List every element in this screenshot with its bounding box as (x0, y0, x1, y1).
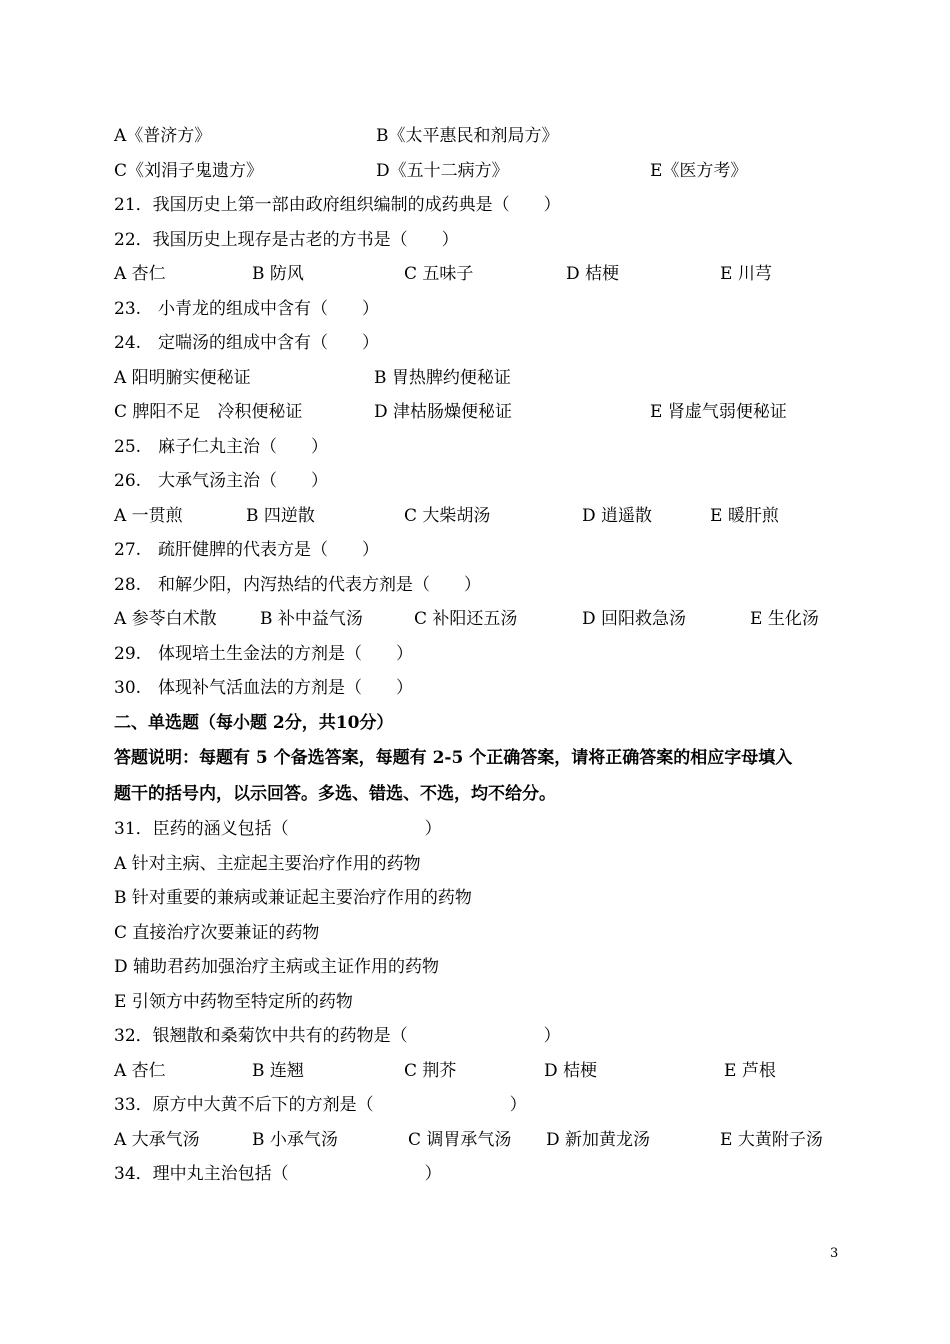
answer-option: C 荆芥 (404, 1060, 457, 1081)
answer-option: E 暖肝煎 (710, 505, 779, 526)
question-text: 21．我国历史上第一部由政府组织编制的成药典是（ ） (114, 195, 561, 215)
answer-option: D 逍遥散 (582, 505, 653, 526)
option-row (114, 499, 844, 534)
answer-option: A 杏仁 (114, 1060, 166, 1081)
question-text: 32．银翘散和桑菊饮中共有的药物是（ ） (114, 1026, 561, 1046)
question-text: A 针对主病、主症起主要治疗作用的药物 (114, 853, 421, 874)
option-row (114, 361, 844, 396)
answer-option: E《医方考》 (650, 160, 748, 181)
answer-option: A 阳明腑实便秘证 (114, 367, 251, 388)
option-row (114, 154, 844, 189)
question-text: 25. 麻子仁丸主治（ ） (114, 436, 329, 457)
question-text: 33．原方中大黄不后下的方剂是（ ） (114, 1095, 527, 1115)
question-text: 28. 和解少阳，内泻热结的代表方剂是（ ） (114, 574, 482, 595)
answer-option: B 补中益气汤 (260, 609, 363, 629)
page-number: 3 (830, 1246, 839, 1261)
question-text: 30. 体现补气活血法的方剂是（ ） (114, 678, 414, 698)
answer-option: E 芦根 (724, 1060, 776, 1081)
answer-option: E 大黄附子汤 (720, 1129, 823, 1150)
answer-option: A 参苓白术散 (114, 609, 217, 629)
question-text: 22．我国历史上现存是古老的方书是（ ） (114, 229, 459, 250)
question-text: 34．理中丸主治包括（ ） (114, 1164, 442, 1184)
question-text: 23. 小青龙的组成中含有（ ） (114, 298, 380, 319)
option-row (114, 602, 844, 637)
answer-option: D 新加黄龙汤 (546, 1129, 651, 1150)
answer-option: A 杏仁 (114, 264, 166, 284)
answer-option: D 桔梗 (566, 264, 620, 284)
answer-option: B 防风 (252, 264, 304, 284)
option-row (114, 395, 844, 430)
answer-option: C 脾阳不足 冷积便秘证 (114, 402, 303, 422)
option-row (114, 119, 844, 154)
question-text: 27. 疏肝健脾的代表方是（ ） (114, 540, 380, 560)
answer-option: C 五味子 (404, 264, 474, 284)
answer-option: D 回阳救急汤 (582, 609, 687, 629)
answer-option: C 大柴胡汤 (404, 505, 491, 526)
option-row (114, 257, 844, 292)
answer-option: B 胃热脾约便秘证 (374, 367, 511, 388)
answer-option: E 川芎 (720, 264, 772, 284)
answer-option: E 生化汤 (750, 609, 819, 629)
option-row (114, 1123, 844, 1158)
section-heading: 题干的括号内，以示回答。多选、错选、不选，均不给分。 (114, 784, 556, 804)
answer-option: C 调胃承气汤 (408, 1129, 512, 1150)
document-body (114, 119, 844, 1192)
answer-option: B 四逆散 (246, 505, 315, 526)
section-heading: 答题说明：每题有 5 个备选答案，每题有 2-5 个正确答案，请将正确答案的相应字母填入 (114, 748, 793, 768)
answer-option: D《五十二病方》 (376, 160, 509, 181)
answer-option: B《太平惠民和剂局方》 (376, 126, 559, 146)
question-text: D 辅助君药加强治疗主病或主证作用的药物 (114, 957, 440, 977)
question-text: 26. 大承气汤主治（ ） (114, 471, 329, 491)
question-text: E 引领方中药物至特定所的药物 (114, 991, 353, 1012)
answer-option: B 连翘 (252, 1060, 304, 1081)
option-row (114, 1054, 844, 1089)
question-text: C 直接治疗次要兼证的药物 (114, 922, 320, 943)
answer-option: C《刘涓子鬼遗方》 (114, 160, 264, 181)
answer-option: B 小承气汤 (252, 1129, 338, 1150)
question-text: 24. 定喘汤的组成中含有（ ） (114, 333, 380, 353)
question-text: 29. 体现培土生金法的方剂是（ ） (114, 643, 414, 664)
answer-option: A《普济方》 (114, 126, 212, 146)
question-text: 31．臣药的涵义包括（ ） (114, 819, 442, 839)
answer-option: A 一贯煎 (114, 505, 183, 526)
answer-option: D 津枯肠燥便秘证 (374, 402, 513, 422)
question-text: B 针对重要的兼病或兼证起主要治疗作用的药物 (114, 888, 472, 908)
answer-option: A 大承气汤 (114, 1129, 200, 1150)
section-heading: 二、单选题（每小题 2分，共10分） (114, 712, 394, 733)
answer-option: E 肾虚气弱便秘证 (650, 402, 787, 422)
answer-option: D 桔梗 (544, 1060, 598, 1081)
answer-option: C 补阳还五汤 (414, 609, 518, 629)
